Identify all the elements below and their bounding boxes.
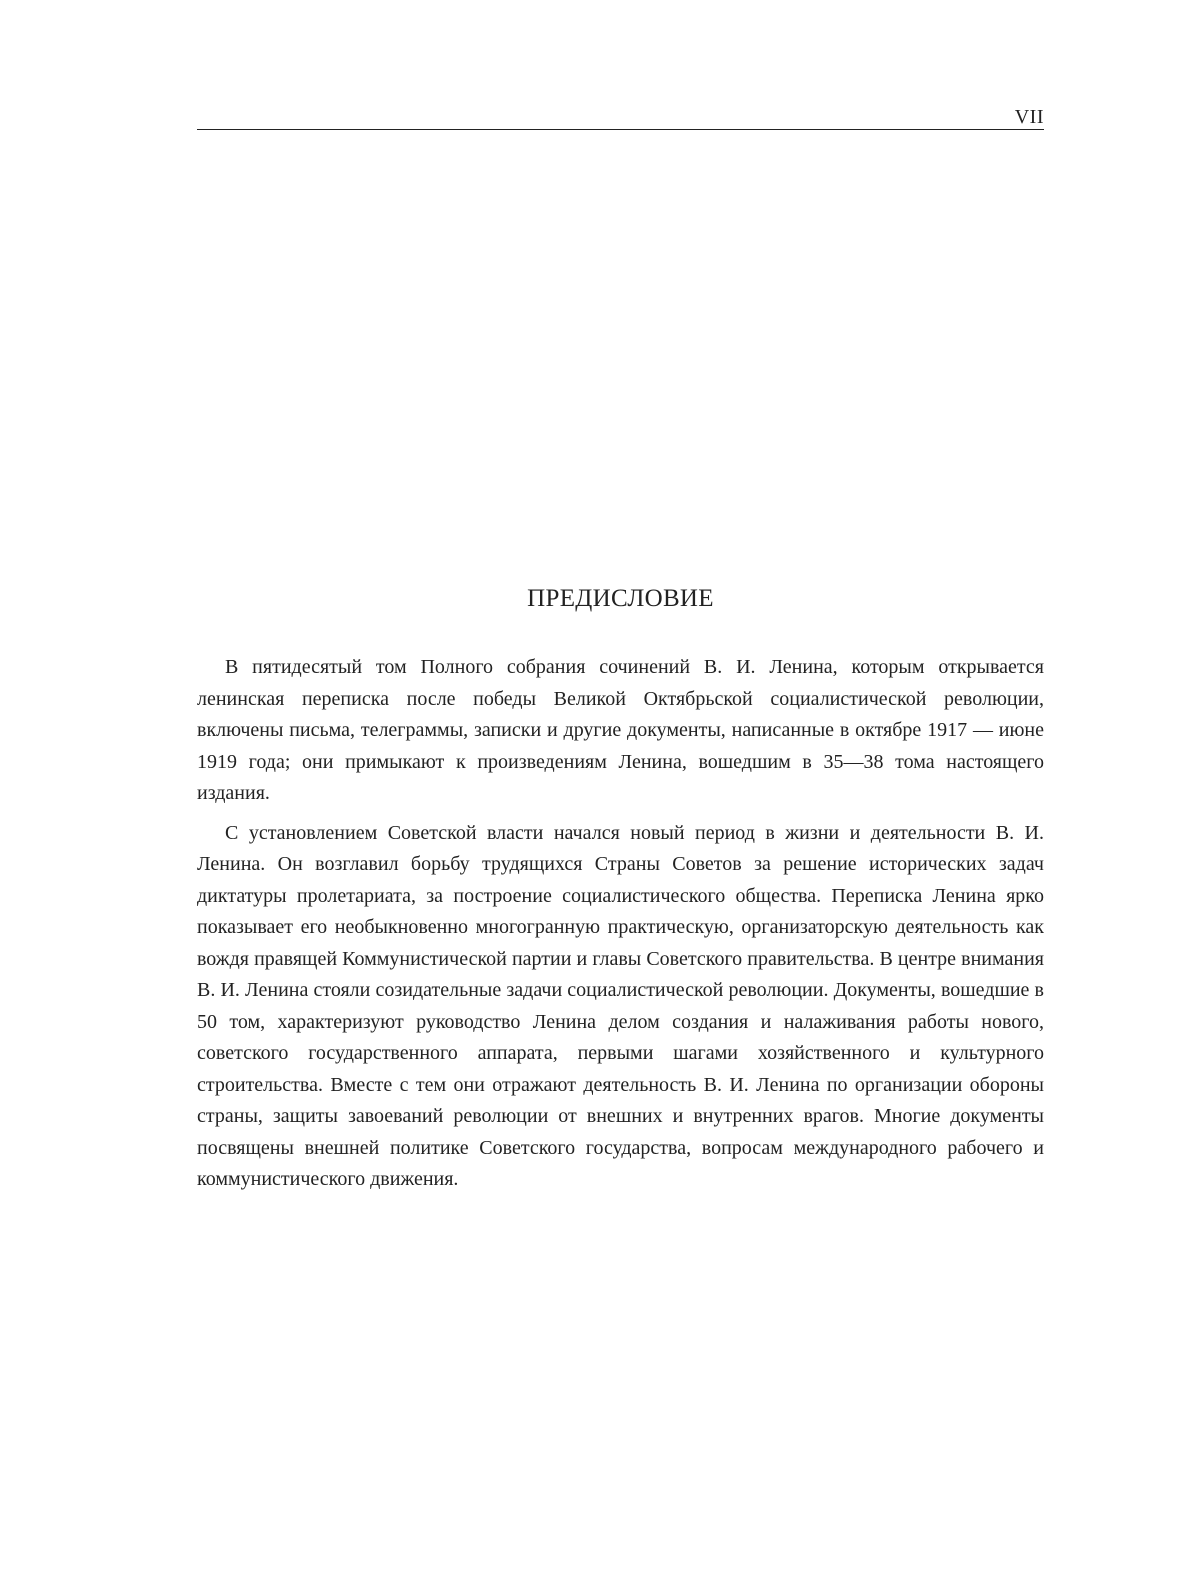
section-title: ПРЕДИСЛОВИЕ <box>527 585 714 612</box>
paragraph-1: В пятидесятый том Полного собрания сочинений В. И. Ленина, которым открывается ленинская переписка после победы Великой Октябрьской социалистической революции, включены письма, телеграммы, записки и другие документы, написанные в октябре 1917 — июне 1919 года; они примыкают к произведениям Ленина, вошедшим в 35—38 тома настоящего издания. <box>197 656 1044 804</box>
page-header <box>197 106 1044 130</box>
body-text <box>197 652 1044 1204</box>
header-rule <box>197 129 1044 130</box>
page-number: VII <box>1014 106 1044 128</box>
paragraph-2: С установлением Советской власти начался новый период в жизни и деятельности В. И. Ленина. Он возглавил борьбу трудящихся Страны Советов за решение исторических задач диктатуры пролетариата, за построение социалистического общества. Переписка Ленина ярко показывает его необыкновенно многогранную практическую, организаторскую деятельность как вождя правящей Коммунистической партии и главы Советского правительства. В центре внимания В. И. Ленина стояли созидательные задачи социалистической революции. Документы, вошедшие в 50 том, характеризуют руководство Ленина делом создания и налаживания работы нового, советского государственного аппарата, первыми шагами хозяйственного и культурного строительства. Вместе с тем они отражают деятельность В. И. Ленина по организации обороны страны, защиты завоеваний революции от внешних и внутренних врагов. Многие документы посвящены внешней политике Советского государства, вопросам международного рабочего и коммунистического движения. <box>197 821 1044 1190</box>
